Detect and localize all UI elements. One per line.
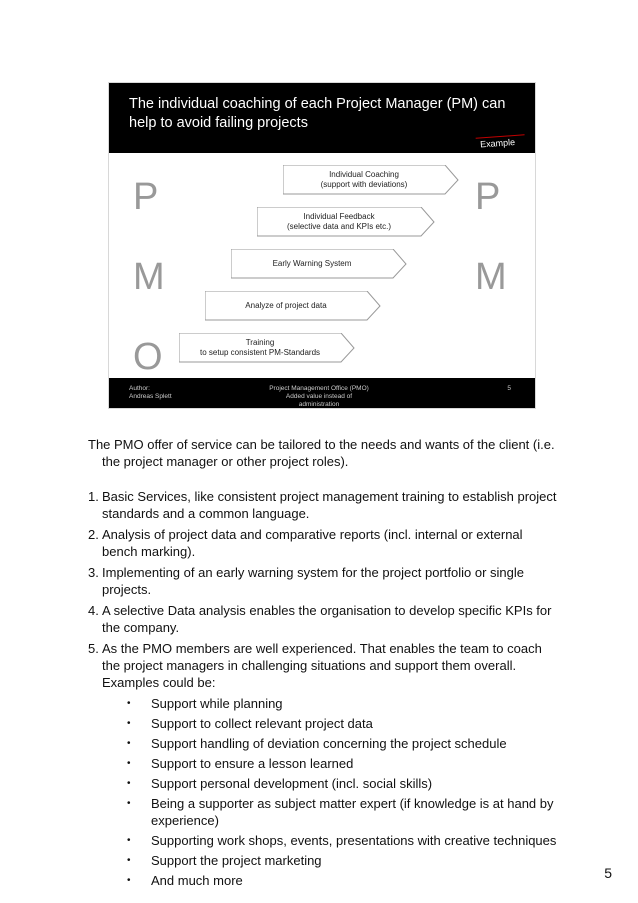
- right-letter: M: [475, 256, 507, 298]
- slide: [108, 82, 536, 409]
- numbered-list: [88, 488, 558, 892]
- bullet-text: And much more: [151, 873, 243, 888]
- bullet-glyph: •: [127, 798, 131, 809]
- bullet-list: [102, 695, 558, 889]
- item-number: 5.: [88, 641, 99, 656]
- bullet-item: [127, 795, 558, 829]
- step-arrow: [231, 249, 407, 279]
- step-arrow: [179, 333, 355, 363]
- step-arrows: [109, 83, 535, 408]
- step-label: Individual Coaching: [329, 170, 399, 179]
- item-number: 3.: [88, 565, 99, 580]
- left-letter: O: [133, 336, 163, 378]
- bullet-glyph: •: [127, 698, 131, 709]
- bullet-item: [127, 832, 558, 849]
- bullet-item: [127, 695, 558, 712]
- step-label: Individual Feedback: [303, 212, 375, 221]
- item-text: Implementing of an early warning system for the project portfolio or single projects.: [102, 565, 524, 597]
- bullet-glyph: •: [127, 718, 131, 729]
- footer-center-line2: Added value instead of administration: [285, 393, 353, 408]
- footer-center: [269, 385, 369, 409]
- left-letter: M: [133, 256, 165, 298]
- bullet-text: Support to collect relevant project data: [151, 716, 373, 731]
- example-badge: Example: [476, 134, 526, 149]
- item-number: 1.: [88, 489, 99, 504]
- bullet-text: Supporting work shops, events, presentations with creative techniques: [151, 833, 557, 848]
- author-label: Author:: [129, 385, 150, 392]
- bullet-text: Support handling of deviation concerning the project schedule: [151, 736, 507, 751]
- right-letter: P: [475, 176, 501, 218]
- bullet-text: Support to ensure a lesson learned: [151, 756, 354, 771]
- footer-center-line1: Project Management Office (PMO): [269, 385, 369, 392]
- list-item: [88, 640, 558, 892]
- bullet-glyph: •: [127, 738, 131, 749]
- step-sublabel: to setup consistent PM-Standards: [199, 348, 321, 357]
- item-text: Analysis of project data and comparative reports (incl. internal or external bench marking).: [102, 527, 523, 559]
- item-text: Basic Services, like consistent project management training to establish project standards and a common language.: [102, 489, 557, 521]
- item-number: 4.: [88, 603, 99, 618]
- bullet-item: [127, 735, 558, 752]
- footer-author: [129, 385, 172, 401]
- list-item: [88, 564, 558, 598]
- bullet-glyph: •: [127, 835, 131, 846]
- bullet-item: [127, 755, 558, 772]
- step-label: Early Warning System: [272, 259, 352, 268]
- bullet-glyph: •: [127, 778, 131, 789]
- item-number: 2.: [88, 527, 99, 542]
- list-item: [88, 526, 558, 560]
- step-sublabel: (selective data and KPIs etc.): [286, 222, 392, 231]
- bullet-item: [127, 872, 558, 889]
- left-letter: P: [133, 176, 159, 218]
- step-label: Training: [245, 338, 275, 347]
- bullet-item: [127, 852, 558, 869]
- bullet-item: [127, 715, 558, 732]
- step-arrow: [283, 165, 459, 195]
- list-item: [88, 488, 558, 522]
- slide-number: 5: [507, 385, 511, 392]
- body-content: [88, 436, 558, 896]
- page-number: 5: [604, 865, 612, 881]
- slide-title: The individual coaching of each Project Manager (PM) can help to avoid failing projects: [129, 96, 506, 131]
- bullet-item: [127, 775, 558, 792]
- item-text: As the PMO members are well experienced. That enables the team to coach the project managers in challenging situations and support them overall. Examples could be:: [102, 641, 542, 690]
- step-arrow: [257, 207, 435, 237]
- bullet-text: Support while planning: [151, 696, 283, 711]
- bullet-text: Support personal development (incl. social skills): [151, 776, 433, 791]
- bullet-text: Support the project marketing: [151, 853, 322, 868]
- intro-paragraph: The PMO offer of service can be tailored to the needs and wants of the client (i.e. the project manager or other project roles).: [88, 437, 555, 469]
- slide-footer: [109, 378, 535, 408]
- step-arrow: [205, 291, 381, 321]
- list-item: [88, 602, 558, 636]
- bullet-glyph: •: [127, 855, 131, 866]
- item-text: A selective Data analysis enables the organisation to develop specific KPIs for the company.: [102, 603, 552, 635]
- bullet-text: Being a supporter as subject matter expert (if knowledge is at hand by experience): [151, 796, 554, 828]
- step-sublabel: (support with deviations): [320, 180, 408, 189]
- bullet-glyph: •: [127, 875, 131, 886]
- author-name: Andreas Splett: [129, 393, 172, 400]
- step-label: Analyze of project data: [245, 301, 327, 310]
- bullet-glyph: •: [127, 758, 131, 769]
